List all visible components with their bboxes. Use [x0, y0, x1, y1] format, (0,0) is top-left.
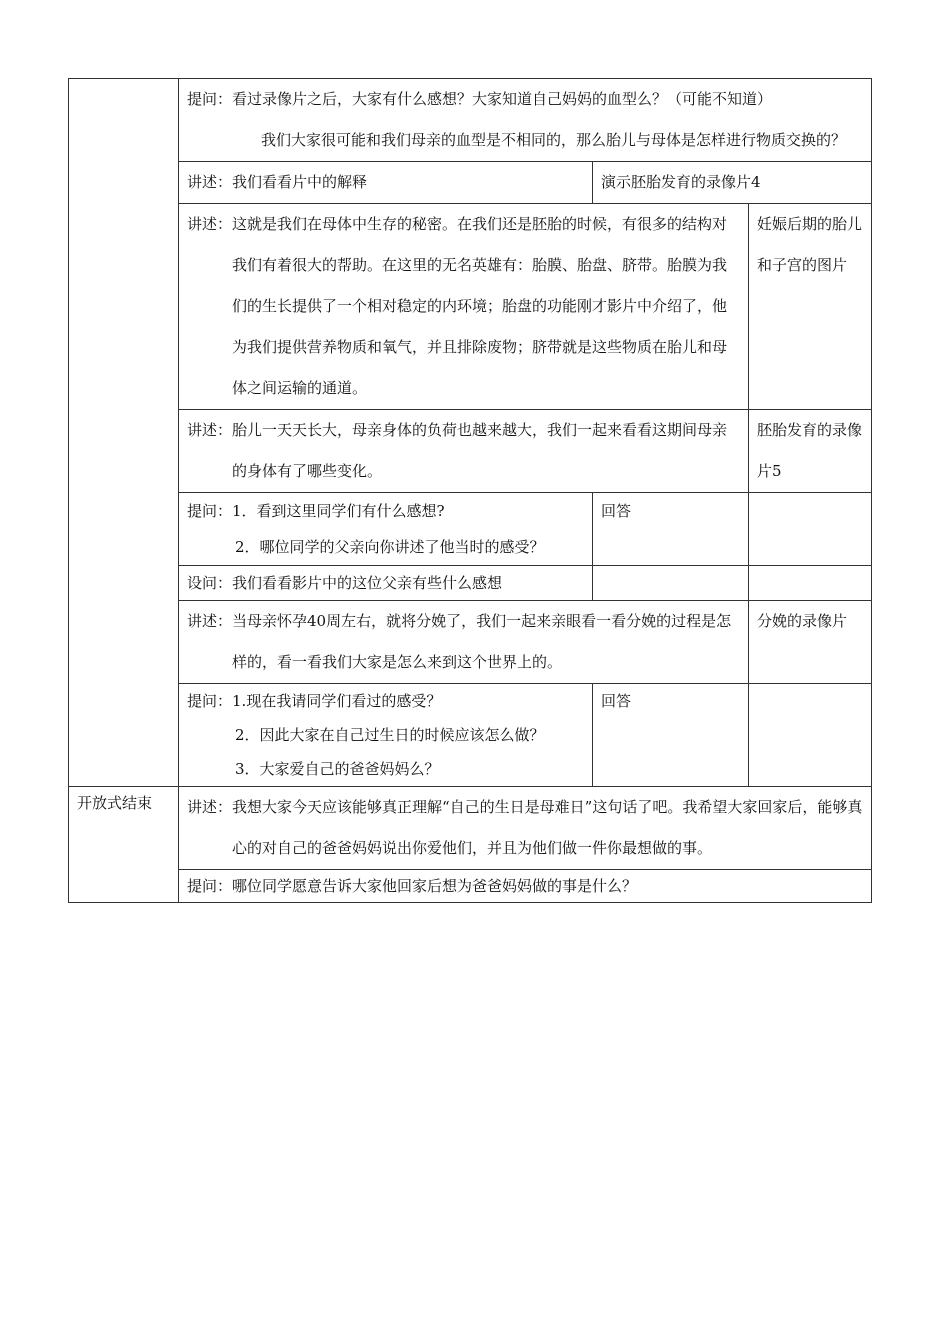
activity-label: 讲述： [187, 215, 233, 233]
activity-text: 我想大家今天应该能够真正理解“自己的生日是母难日”这句话了吧。我希望大家回家后，能够真心的对自己的爸爸妈妈说出你爱他们，并且为他们做一件你最想做的事。 [232, 798, 863, 857]
media-cell: 演示胚胎发育的录像片4 [593, 162, 872, 204]
activity-label: 设问： [187, 574, 233, 592]
table-row [69, 204, 872, 410]
lesson-plan-table [68, 78, 872, 903]
activity-cell [179, 601, 749, 684]
activity-cell [179, 566, 593, 601]
media-cell-empty [749, 493, 872, 566]
table-row [69, 566, 872, 601]
activity-text: 哪位同学愿意告诉大家他回家后想为爸爸妈妈做的事是什么？ [232, 877, 638, 895]
activity-cell [179, 162, 593, 204]
table-row [69, 601, 872, 684]
table-row [69, 162, 872, 204]
activity-cell [179, 787, 872, 870]
question-item: 2．哪位同学的父亲向你讲述了他当时的感受？ [235, 538, 545, 556]
table-row [69, 79, 872, 162]
media-cell: 妊娠后期的胎儿和子宫的图片 [749, 204, 872, 410]
question-item: 1．看到这里同学们有什么感想? [232, 502, 445, 520]
activity-paragraph: 我们大家很可能和我们母亲的血型是不相同的，那么胎儿与母体是怎样进行物质交换的？ [261, 131, 847, 149]
activity-text: 胎儿一天天长大，母亲身体的负荷也越来越大，我们一起来看看这期间母亲的身体有了哪些变化。 [232, 421, 728, 480]
activity-cell [179, 410, 749, 493]
media-cell-empty [749, 684, 872, 787]
activity-label: 讲述： [187, 612, 233, 630]
activity-label: 提问： [187, 692, 233, 710]
activity-text: 我们看看片中的解释 [232, 173, 368, 191]
activity-label: 提问： [187, 877, 233, 895]
question-item: 1.现在我请同学们看过的感受？ [232, 692, 442, 710]
media-cell-empty [749, 566, 872, 601]
activity-label: 提问： [187, 90, 233, 108]
table-row [69, 410, 872, 493]
activity-cell [179, 870, 872, 903]
stage-cell: 开放式结束 [69, 787, 179, 903]
activity-label: 讲述： [187, 798, 233, 816]
activity-label: 提问： [187, 502, 233, 520]
activity-cell [179, 493, 593, 566]
activity-label: 讲述： [187, 421, 233, 439]
table-row [69, 684, 872, 787]
media-cell: 分娩的录像片 [749, 601, 872, 684]
answer-cell: 回答 [593, 493, 749, 566]
activity-text: 这就是我们在母体中生存的秘密。在我们还是胚胎的时候，有很多的结构对我们有着很大的帮助。在这里的无名英雄有：胎膜、胎盘、脐带。胎膜为我们的生长提供了一个相对稳定的内环境；胎盘的功能刚才影片中介绍了，他为我们提供营养物质和氧气，并且排除废物；脐带就是这些物质在胎儿和母体之间运输的通道。 [232, 215, 728, 397]
stage-cell-empty [69, 79, 179, 787]
activity-text: 当母亲怀孕40周左右，就将分娩了，我们一起来亲眼看一看分娩的过程是怎样的，看一看我们大家是怎么来到这个世界上的。 [232, 612, 732, 671]
question-item: 3．大家爱自己的爸爸妈妈么？ [235, 760, 440, 778]
media-cell: 胚胎发育的录像片5 [749, 410, 872, 493]
answer-cell-empty [593, 566, 749, 601]
table-row [69, 870, 872, 903]
activity-cell [179, 204, 749, 410]
answer-cell: 回答 [593, 684, 749, 787]
activity-label: 讲述： [187, 173, 233, 191]
activity-cell [179, 684, 593, 787]
activity-text: 我们看看影片中的这位父亲有些什么感想 [232, 574, 503, 592]
activity-cell [179, 79, 872, 162]
question-item: 2．因此大家在自己过生日的时候应该怎么做？ [235, 726, 545, 744]
table-row [69, 493, 872, 566]
table-row [69, 787, 872, 870]
activity-text: 看过录像片之后，大家有什么感想？大家知道自己妈妈的血型么？（可能不知道） [232, 90, 773, 108]
